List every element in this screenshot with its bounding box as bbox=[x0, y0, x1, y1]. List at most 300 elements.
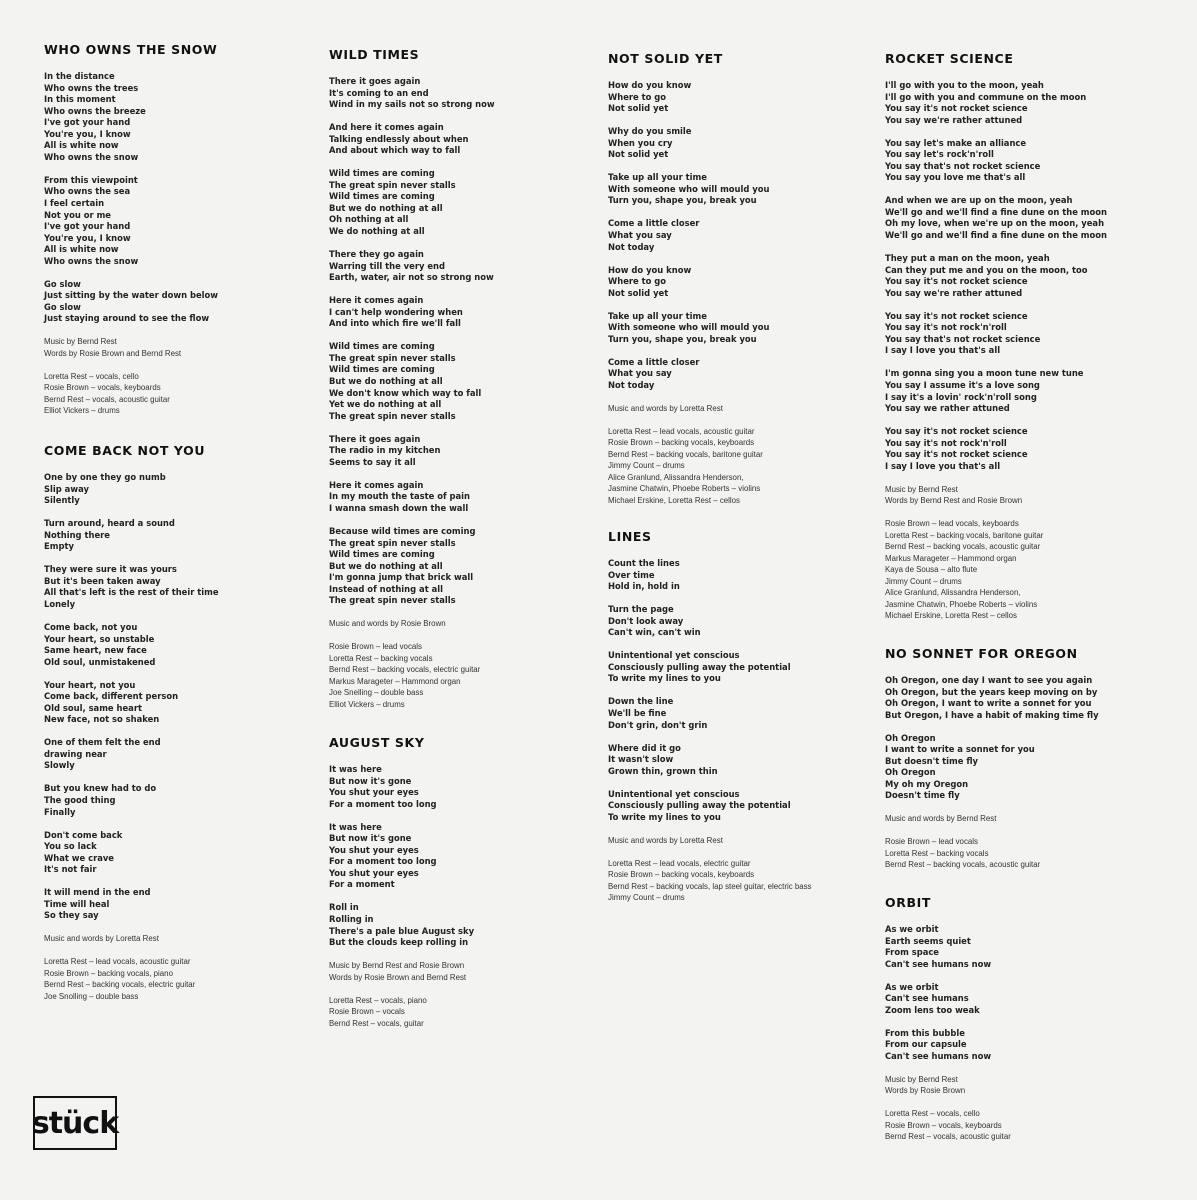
credit-line: Jimmy Count – drums bbox=[885, 576, 962, 586]
lyric-line: Where to go bbox=[608, 91, 667, 102]
lyric-line: drawing near bbox=[44, 748, 107, 759]
credit-line: Elliot Vickers – drums bbox=[329, 699, 405, 709]
lyric-line: Over time bbox=[608, 569, 655, 580]
credit-line: Bernd Rest – backing vocals, electric guitar bbox=[329, 665, 481, 675]
lyric-line: Zoom lens too weak bbox=[885, 1004, 980, 1015]
lyric-line: Wild times are coming bbox=[329, 549, 435, 560]
lyric-line: The great spin never stalls bbox=[329, 595, 456, 606]
lyric-line: You say I assume it's a love song bbox=[885, 379, 1040, 390]
lyric-line: What you say bbox=[608, 368, 672, 379]
lyric-line: Why do you smile bbox=[608, 126, 692, 137]
credit-line: Alice Granlund, Alissandra Henderson, bbox=[885, 588, 1021, 598]
lyric-stanza bbox=[44, 887, 314, 922]
credit-line: Rosie Brown – lead vocals, keyboards bbox=[885, 519, 1019, 529]
lyric-line: But Oregon, I have a habit of making time fly bbox=[885, 709, 1099, 720]
credit-line: Music and words by Loretta Rest bbox=[608, 835, 723, 845]
lyric-line: Who owns the snow bbox=[44, 255, 139, 266]
lyric-line: Not solid yet bbox=[608, 287, 669, 298]
lyric-stanza bbox=[329, 480, 599, 515]
lyric-line: Seems to say it all bbox=[329, 456, 416, 467]
lyric-line: Your heart, not you bbox=[44, 679, 136, 690]
lyric-stanza bbox=[329, 168, 599, 237]
lyric-line: It wasn't slow bbox=[608, 754, 674, 765]
lyric-line: Consciously pulling away the potential bbox=[608, 661, 791, 672]
lyric-line: You say you love me that's all bbox=[885, 172, 1026, 183]
credit-block bbox=[608, 426, 878, 507]
credit-line: Rosie Brown – vocals, keyboards bbox=[44, 383, 161, 393]
credit-line: Rosie Brown – backing vocals, keyboards bbox=[608, 438, 755, 448]
lyric-line: We don't know which way to fall bbox=[329, 387, 482, 398]
song-title: ROCKET SCIENCE bbox=[885, 51, 1014, 66]
lyric-line: Turn around, heard a sound bbox=[44, 518, 175, 529]
lyric-stanza bbox=[608, 789, 878, 824]
credit-line: Rosie Brown – vocals bbox=[329, 1007, 405, 1017]
lyric-stanza bbox=[608, 265, 878, 300]
lyric-line: Who owns the trees bbox=[44, 82, 139, 93]
lyric-line: How do you know bbox=[608, 80, 692, 90]
lyric-line: You say it's not rocket science bbox=[885, 310, 1028, 321]
lyric-line: Oh my love, when we're up on the moon, yeah bbox=[885, 218, 1105, 229]
lyric-line: Your heart, so unstable bbox=[44, 633, 155, 644]
lyric-line: Not solid yet bbox=[608, 103, 669, 114]
lyric-line: Oh nothing at all bbox=[329, 214, 409, 225]
lyric-line: Count the lines bbox=[608, 558, 680, 568]
lyric-line: To write my lines to you bbox=[608, 811, 721, 822]
credit-line: Markus Marageter – Hammond organ bbox=[329, 676, 461, 686]
lyric-line: Warring till the very end bbox=[329, 260, 445, 271]
credit-line: Alice Granlund, Alissandra Henderson, bbox=[608, 472, 744, 482]
lyric-line: Can't win, can't win bbox=[608, 627, 701, 638]
credit-line: Loretta Rest – lead vocals, electric guitar bbox=[608, 858, 751, 868]
lyric-stanza bbox=[885, 311, 1155, 357]
lyric-line: Don't look away bbox=[608, 615, 684, 626]
lyric-line: Here it comes again bbox=[329, 479, 424, 490]
credit-line: Music by Bernd Rest and Rosie Brown bbox=[329, 961, 465, 971]
lyric-line: I say it's a lovin' rock'n'roll song bbox=[885, 391, 1037, 402]
lyric-stanza bbox=[44, 71, 314, 163]
lyric-stanza bbox=[885, 1028, 1155, 1063]
lyric-stanza bbox=[608, 743, 878, 778]
lyric-line: Empty bbox=[44, 541, 74, 552]
lyric-line: I'm gonna jump that brick wall bbox=[329, 572, 474, 583]
lyric-line: The great spin never stalls bbox=[329, 352, 456, 363]
credit-line: Bernd Rest – backing vocals, lap steel guitar, electric bass bbox=[608, 881, 812, 891]
lyric-line: All that's left is the rest of their time bbox=[44, 587, 219, 598]
lyric-line: It was here bbox=[329, 821, 382, 832]
lyric-line: It's coming to an end bbox=[329, 87, 429, 98]
lyric-line: All is white now bbox=[44, 244, 119, 255]
lyric-line: What we crave bbox=[44, 852, 114, 863]
lyric-line: Down the line bbox=[608, 696, 674, 707]
credit-block bbox=[885, 1074, 1155, 1097]
lyric-line: I've got your hand bbox=[44, 221, 131, 232]
lyric-line: I'll go with you to the moon, yeah bbox=[885, 80, 1044, 90]
lyric-line: Not you or me bbox=[44, 209, 111, 220]
lyric-line: They were sure it was yours bbox=[44, 564, 177, 575]
credit-block bbox=[885, 518, 1155, 622]
lyric-line: As we orbit bbox=[885, 981, 939, 992]
song-rocket-science bbox=[885, 51, 1155, 633]
lyric-line: But the clouds keep rolling in bbox=[329, 937, 469, 948]
lyric-line: From our capsule bbox=[885, 1039, 967, 1050]
credit-line: Jasmine Chatwin, Phoebe Roberts – violins bbox=[885, 599, 1038, 609]
lyric-line: With someone who will mould you bbox=[608, 322, 770, 333]
credit-line: Words by Rosie Brown and Bernd Rest bbox=[329, 972, 467, 982]
lyric-line: Just staying around to see the flow bbox=[44, 313, 210, 324]
lyric-line: When you cry bbox=[608, 137, 673, 148]
lyric-line: For a moment bbox=[329, 879, 395, 890]
credit-line: Bernd Rest – vocals, acoustic guitar bbox=[885, 1132, 1011, 1142]
credit-block bbox=[608, 858, 878, 904]
credit-line: Joe Snelling – double bass bbox=[329, 688, 424, 698]
lyric-line: It's not fair bbox=[44, 864, 97, 875]
lyric-line: Oh Oregon, I want to write a sonnet for you bbox=[885, 698, 1092, 709]
credit-line: Words by Rosie Brown and Bernd Rest bbox=[44, 348, 182, 358]
song-title: NO SONNET FOR OREGON bbox=[885, 646, 1078, 661]
lyric-line: You shut your eyes bbox=[329, 844, 419, 855]
song-august-sky bbox=[329, 735, 599, 1041]
lyric-stanza bbox=[44, 783, 314, 818]
lyric-line: They put a man on the moon, yeah bbox=[885, 253, 1050, 264]
lyric-stanza bbox=[329, 76, 599, 111]
lyric-line: Wild times are coming bbox=[329, 191, 435, 202]
lyric-line: Yet we do nothing at all bbox=[329, 399, 442, 410]
lyric-line: Oh Oregon, but the years keep moving on by bbox=[885, 686, 1098, 697]
credit-line: Rosie Brown – lead vocals bbox=[329, 642, 422, 652]
lyric-line: You're you, I know bbox=[44, 232, 131, 243]
lyric-line: In this moment bbox=[44, 94, 116, 105]
song-title: NOT SOLID YET bbox=[608, 51, 723, 66]
lyric-line: We'll be fine bbox=[608, 707, 667, 718]
song-title: WHO OWNS THE SNOW bbox=[44, 42, 218, 57]
song-title: LINES bbox=[608, 529, 652, 544]
lyric-line: Wild times are coming bbox=[329, 364, 435, 375]
lyric-line: Lonely bbox=[44, 598, 76, 609]
lyric-line: Wind in my sails not so strong now bbox=[329, 99, 495, 110]
lyric-stanza bbox=[608, 650, 878, 685]
lyric-line: Don't grin, don't grin bbox=[608, 719, 708, 730]
song-title: WILD TIMES bbox=[329, 47, 420, 62]
lyric-stanza bbox=[329, 295, 599, 330]
credit-block bbox=[885, 484, 1155, 507]
credit-line: Music and words by Loretta Rest bbox=[44, 934, 159, 944]
credit-line: Loretta Rest – vocals, cello bbox=[44, 371, 139, 381]
lyric-stanza bbox=[44, 564, 314, 610]
lyric-line: There's a pale blue August sky bbox=[329, 925, 475, 936]
lyric-stanza bbox=[608, 126, 878, 161]
lyric-stanza bbox=[44, 518, 314, 553]
credit-block bbox=[885, 1108, 1155, 1143]
lyric-line: As we orbit bbox=[885, 924, 939, 934]
lyric-stanza bbox=[885, 138, 1155, 184]
lyric-line: Old soul, same heart bbox=[44, 702, 142, 713]
lyric-stanza bbox=[44, 680, 314, 726]
credit-block bbox=[44, 371, 314, 417]
lyric-stanza bbox=[329, 526, 599, 607]
credit-line: Loretta Rest – lead vocals, acoustic guitar bbox=[44, 957, 191, 967]
lyric-line: You say let's rock'n'roll bbox=[885, 149, 994, 160]
lyric-line: You so lack bbox=[44, 841, 97, 852]
lyric-line: Finally bbox=[44, 806, 76, 817]
lyric-stanza bbox=[608, 357, 878, 392]
lyric-line: Old soul, unmistakened bbox=[44, 656, 156, 667]
credit-block bbox=[329, 995, 599, 1030]
credit-line: Joe Snolling – double bass bbox=[44, 991, 139, 1001]
lyric-line: Come back, different person bbox=[44, 691, 179, 702]
credit-block bbox=[608, 403, 878, 415]
lyric-line: One of them felt the end bbox=[44, 737, 161, 748]
credit-line: Rosie Brown – lead vocals bbox=[885, 837, 978, 847]
credit-line: Rosie Brown – backing vocals, piano bbox=[44, 968, 173, 978]
lyric-line: The radio in my kitchen bbox=[329, 445, 441, 456]
lyric-line: Where did it go bbox=[608, 742, 681, 753]
lyric-stanza bbox=[608, 558, 878, 593]
lyric-line: Go slow bbox=[44, 278, 81, 289]
credit-line: Music by Bernd Rest bbox=[885, 484, 958, 494]
lyric-stanza bbox=[885, 426, 1155, 472]
lyric-line: Oh Oregon, one day I want to see you again bbox=[885, 675, 1093, 685]
lyric-line: But it's been taken away bbox=[44, 575, 161, 586]
credit-line: Rosie Brown – backing vocals, keyboards bbox=[608, 870, 755, 880]
lyric-line: You say it's not rocket science bbox=[885, 276, 1028, 287]
credit-line: Rosie Brown – vocals, keyboards bbox=[885, 1120, 1002, 1130]
lyric-line: Turn you, shape you, break you bbox=[608, 195, 757, 206]
lyric-line: Come a little closer bbox=[608, 356, 700, 367]
lyric-stanza bbox=[44, 472, 314, 507]
lyric-stanza bbox=[885, 195, 1155, 241]
credit-line: Music by Bernd Rest bbox=[885, 1074, 958, 1084]
lyric-line: Hold in, hold in bbox=[608, 581, 680, 592]
lyric-line: Turn you, shape you, break you bbox=[608, 333, 757, 344]
lyric-line: But you knew had to do bbox=[44, 783, 157, 794]
credit-line: Music by Bernd Rest bbox=[44, 337, 117, 347]
lyric-line: Not today bbox=[608, 241, 655, 252]
lyric-line: Time will heal bbox=[44, 898, 110, 909]
lyric-line: For a moment too long bbox=[329, 856, 437, 867]
lyric-line: It was here bbox=[329, 764, 382, 774]
lyric-line: Slip away bbox=[44, 483, 89, 494]
lyric-stanza bbox=[44, 175, 314, 267]
lyric-line: But now it's gone bbox=[329, 833, 412, 844]
song-come-back-not-you bbox=[44, 443, 314, 1014]
lyric-line: But now it's gone bbox=[329, 775, 412, 786]
lyric-line: Rolling in bbox=[329, 914, 374, 925]
lyric-line: Take up all your time bbox=[608, 172, 707, 183]
lyric-line: Doesn't time fly bbox=[885, 790, 960, 801]
lyric-line: Wild times are coming bbox=[329, 341, 435, 352]
lyric-line: Roll in bbox=[329, 902, 359, 913]
lyric-line: I can't help wondering when bbox=[329, 306, 463, 317]
lyric-line: Consciously pulling away the potential bbox=[608, 800, 791, 811]
lyric-line: Can they put me and you on the moon, too bbox=[885, 264, 1088, 275]
lyric-line: You say that's not rocket science bbox=[885, 160, 1041, 171]
credit-line: Michael Erskine, Loretta Rest – cellos bbox=[608, 495, 741, 505]
stuck-logo: stück bbox=[33, 1096, 117, 1150]
lyric-line: Oh Oregon bbox=[885, 732, 936, 743]
credit-line: Jasmine Chatwin, Phoebe Roberts – violins bbox=[608, 484, 761, 494]
lyric-line: In the distance bbox=[44, 71, 115, 81]
lyric-line: From space bbox=[885, 947, 939, 958]
lyric-line: You say let's make an alliance bbox=[885, 137, 1027, 148]
lyric-line: Not today bbox=[608, 379, 655, 390]
lyric-line: And about which way to fall bbox=[329, 145, 461, 156]
lyric-line: We do nothing at all bbox=[329, 226, 425, 237]
lyric-line: You say we're rather attuned bbox=[885, 114, 1023, 125]
song-wild-times bbox=[329, 47, 599, 722]
credit-block bbox=[885, 836, 1155, 871]
lyric-line: But we do nothing at all bbox=[329, 560, 443, 571]
lyric-line: But doesn't time fly bbox=[885, 755, 978, 766]
lyric-stanza bbox=[44, 737, 314, 772]
lyric-stanza bbox=[885, 80, 1155, 126]
lyric-line: To write my lines to you bbox=[608, 673, 721, 684]
lyric-line: Take up all your time bbox=[608, 310, 707, 321]
lyric-line: Can't see humans now bbox=[885, 958, 992, 969]
lyric-stanza bbox=[885, 368, 1155, 414]
credit-line: Loretta Rest – lead vocals, acoustic guitar bbox=[608, 426, 755, 436]
lyric-stanza bbox=[329, 249, 599, 284]
lyric-line: Come a little closer bbox=[608, 218, 700, 229]
credit-line: Loretta Rest – vocals, cello bbox=[885, 1109, 980, 1119]
lyric-line: Not solid yet bbox=[608, 149, 669, 160]
lyric-line: Talking endlessly about when bbox=[329, 133, 469, 144]
credit-line: Music and words by Bernd Rest bbox=[885, 814, 997, 824]
lyric-line: There they go again bbox=[329, 249, 424, 260]
lyric-line: So they say bbox=[44, 910, 99, 921]
lyric-line: And when we are up on the moon, yeah bbox=[885, 195, 1073, 206]
credit-line: Elliot Vickers – drums bbox=[44, 406, 120, 416]
lyric-line: The good thing bbox=[44, 795, 116, 806]
lyric-line: Who owns the snow bbox=[44, 151, 139, 162]
lyric-stanza bbox=[329, 822, 599, 891]
lyric-line: It will mend in the end bbox=[44, 887, 151, 898]
lyric-line: You shut your eyes bbox=[329, 787, 419, 798]
credit-block bbox=[329, 618, 599, 630]
lyric-line: You say it's not rock'n'roll bbox=[885, 322, 1007, 333]
credit-block bbox=[44, 956, 314, 1002]
lyric-stanza bbox=[608, 311, 878, 346]
lyric-line: My oh my Oregon bbox=[885, 778, 969, 789]
song-not-solid-yet bbox=[608, 51, 878, 518]
lyric-line: I want to write a sonnet for you bbox=[885, 744, 1035, 755]
lyric-line: I say I love you that's all bbox=[885, 345, 1001, 356]
lyric-stanza bbox=[608, 172, 878, 207]
lyric-line: I say I love you that's all bbox=[885, 460, 1001, 471]
lyric-line: Because wild times are coming bbox=[329, 525, 476, 536]
lyric-line: Earth, water, air not so strong now bbox=[329, 272, 494, 283]
credit-line: Bernd Rest – backing vocals, baritone guitar bbox=[608, 449, 763, 459]
lyric-line: We'll go and we'll find a fine dune on the moon bbox=[885, 230, 1107, 241]
lyric-line: Unintentional yet conscious bbox=[608, 788, 740, 799]
lyric-line: I'm gonna sing you a moon tune new tune bbox=[885, 368, 1084, 379]
lyric-line: How do you know bbox=[608, 264, 692, 275]
lyric-stanza bbox=[44, 622, 314, 668]
lyric-line: But we do nothing at all bbox=[329, 202, 443, 213]
lyric-stanza bbox=[608, 218, 878, 253]
lyric-stanza bbox=[608, 604, 878, 639]
lyric-line: Can't see humans bbox=[885, 993, 969, 1004]
lyric-line: Go slow bbox=[44, 301, 81, 312]
credit-line: Words by Rosie Brown bbox=[885, 1086, 966, 1096]
lyric-line: Wild times are coming bbox=[329, 168, 435, 179]
lyric-line: For a moment too long bbox=[329, 798, 437, 809]
lyric-line: There it goes again bbox=[329, 433, 421, 444]
lyric-line: With someone who will mould you bbox=[608, 183, 770, 194]
lyric-line: We'll go and we'll find a fine dune on the moon bbox=[885, 206, 1107, 217]
lyric-line: You're you, I know bbox=[44, 128, 131, 139]
credit-block bbox=[44, 336, 314, 359]
lyric-stanza bbox=[885, 733, 1155, 802]
lyric-line: And into which fire we'll fall bbox=[329, 318, 461, 329]
lyric-line: The great spin never stalls bbox=[329, 537, 456, 548]
lyric-line: You say it's not rocket science bbox=[885, 449, 1028, 460]
lyric-line: Instead of nothing at all bbox=[329, 583, 444, 594]
lyric-line: I feel certain bbox=[44, 197, 105, 208]
lyric-line: And here it comes again bbox=[329, 122, 444, 133]
lyric-line: From this bubble bbox=[885, 1027, 965, 1038]
lyric-line: You say it's not rocket science bbox=[885, 426, 1028, 437]
lyric-line: All is white now bbox=[44, 140, 119, 151]
lyric-line: You say it's not rocket science bbox=[885, 103, 1028, 114]
lyric-line: Don't come back bbox=[44, 829, 123, 840]
lyric-line: Oh Oregon bbox=[885, 767, 936, 778]
credit-line: Markus Marageter – Hammond organ bbox=[885, 553, 1017, 563]
credit-line: Bernd Rest – vocals, acoustic guitar bbox=[44, 394, 170, 404]
credit-line: Kaya de Sousa – alto flute bbox=[885, 565, 978, 575]
song-orbit bbox=[885, 895, 1155, 1154]
lyric-line: Earth seems quiet bbox=[885, 935, 971, 946]
song-title: ORBIT bbox=[885, 895, 931, 910]
credit-line: Jimmy Count – drums bbox=[608, 461, 685, 471]
credit-line: Words by Bernd Rest and Rosie Brown bbox=[885, 496, 1023, 506]
lyric-line: But we do nothing at all bbox=[329, 375, 443, 386]
lyric-stanza bbox=[608, 696, 878, 731]
lyric-line: Who owns the breeze bbox=[44, 105, 146, 116]
lyric-line: Slowly bbox=[44, 760, 75, 771]
lyric-line: In my mouth the taste of pain bbox=[329, 491, 471, 502]
credit-line: Jimmy Count – drums bbox=[608, 893, 685, 903]
lyric-line: You say we rather attuned bbox=[885, 403, 1010, 414]
lyric-line: The great spin never stalls bbox=[329, 179, 456, 190]
credit-line: Bernd Rest – vocals, guitar bbox=[329, 1018, 424, 1028]
credit-line: Music and words by Loretta Rest bbox=[608, 403, 723, 413]
lyric-line: Nothing there bbox=[44, 529, 110, 540]
song-title: AUGUST SKY bbox=[329, 735, 425, 750]
credit-line: Loretta Rest – backing vocals, baritone guitar bbox=[885, 530, 1044, 540]
song-title: COME BACK NOT YOU bbox=[44, 443, 206, 458]
lyric-line: I've got your hand bbox=[44, 117, 131, 128]
lyric-line: You say it's not rock'n'roll bbox=[885, 437, 1007, 448]
credit-block bbox=[329, 641, 599, 710]
credit-line: Bernd Rest – backing vocals, acoustic guitar bbox=[885, 542, 1041, 552]
credit-line: Loretta Rest – backing vocals bbox=[885, 848, 989, 858]
song-who-owns-the-snow bbox=[44, 42, 314, 428]
song-lines bbox=[608, 529, 878, 915]
lyric-line: One by one they go numb bbox=[44, 472, 166, 482]
lyric-line: There it goes again bbox=[329, 76, 421, 86]
credit-block bbox=[329, 960, 599, 983]
credit-line: Bernd Rest – backing vocals, electric guitar bbox=[44, 980, 196, 990]
lyric-line: New face, not so shaken bbox=[44, 714, 160, 725]
credit-block bbox=[608, 835, 878, 847]
credit-line: Music and words by Rosie Brown bbox=[329, 619, 446, 629]
lyric-line: Come back, not you bbox=[44, 621, 138, 632]
lyric-line: Silently bbox=[44, 495, 80, 506]
credit-line: Loretta Rest – vocals, piano bbox=[329, 995, 427, 1005]
lyric-line: You say that's not rocket science bbox=[885, 333, 1041, 344]
credit-line: Bernd Rest – backing vocals, acoustic guitar bbox=[885, 860, 1041, 870]
lyric-stanza bbox=[608, 80, 878, 115]
